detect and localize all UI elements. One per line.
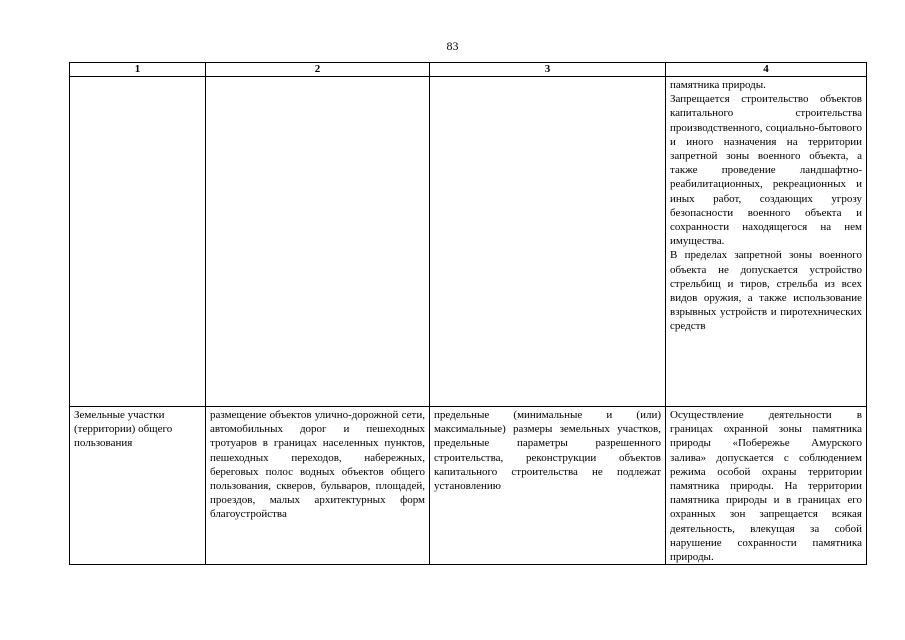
parameters-cell: предельные (минимальные и (или) максимальные) размеры земельных участков, предельные параметры разрешенного строительства, реконструкции объектов капитального строительства не подлежат установлению (430, 407, 666, 565)
restriction-text-continuation: памятника природы. (670, 79, 766, 91)
land-category-cell: Земельные участки (территории) общего пользования (70, 407, 206, 565)
column-header-1: 1 (70, 63, 206, 77)
row1-col1-cell (70, 77, 206, 407)
row1-col4-cell (666, 77, 867, 407)
table-row (70, 407, 867, 565)
permitted-use-cell: размещение объектов улично-дорожной сети, автомобильных дорог и пешеходных тротуаров в границах населенных пунктов, пешеходных переходов, набережных, береговых полос водных объектов общего пользования, скверов, бульваров, площадей, проездов, малых архитектурных форм благоустройства (206, 407, 430, 565)
restrictions-cell: Осуществление деятельности в границах охранной зоны памятника природы «Побережье Амурского залива» допускается с соблюдением режима особой охраны территории памятника природы. На территории памятника природы и в границах его охранных зон запрещается всякая деятельность, влекущая за собой нарушение сохранности памятника природы. (666, 407, 867, 565)
column-header-2: 2 (206, 63, 430, 77)
row1-col3-cell (430, 77, 666, 407)
restriction-text-construction: Запрещается строительство объектов капитального строительства производственного, социально-бытового и иного назначения на территории запретной зоны военного объекта, а также проведение ландшафтно-реабилитационных, рекреационных и иных работ, создающих угрозу безопасности военного объекта и сохранности находящегося на нем имущества. (670, 93, 862, 248)
column-header-4: 4 (666, 63, 867, 77)
regulations-table (69, 62, 867, 565)
page-number: 83 (446, 39, 459, 53)
column-header-3: 3 (430, 63, 666, 77)
restriction-text-shooting: В пределах запретной зоны военного объекта не допускается устройство стрельбищ и тиров, стрельба из всех видов оружия, а также использование взрывных устройств и пиротехнических средств (670, 249, 862, 333)
table-header-row (70, 63, 867, 77)
row1-col2-cell (206, 77, 430, 407)
table-row (70, 77, 867, 407)
